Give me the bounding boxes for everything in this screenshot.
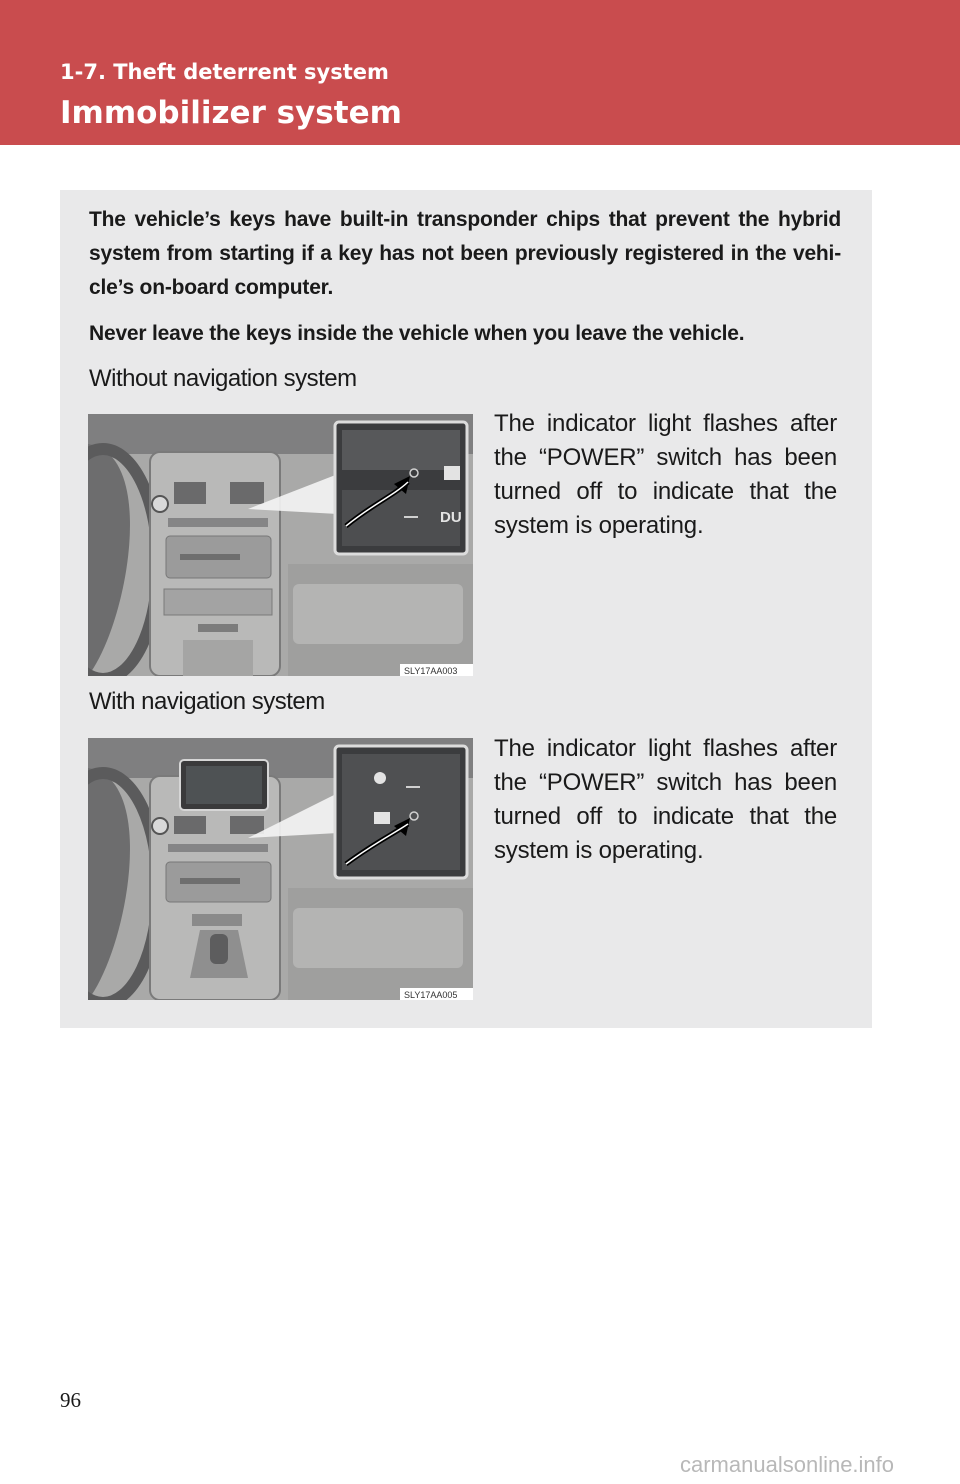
section-label: 1-7. Theft deterrent system [60, 60, 389, 84]
warning-paragraph: Never leave the keys inside the vehicle when you leave the vehicle. [89, 322, 745, 345]
svg-text:DU: DU [440, 509, 462, 526]
chapter-header [0, 0, 960, 145]
dashboard-without-navigation-figure [88, 414, 473, 676]
subheading-without-navigation: Without navigation system [89, 365, 357, 392]
dashboard-without-navigation-icon [88, 414, 473, 676]
description-with-navigation: The indicator light flashes after the “POWER” switch has been turned off to indicate that the system is operating. [494, 735, 837, 864]
watermark: carmanualsonline.info [680, 1452, 895, 1477]
page-title: Immobilizer system [60, 95, 402, 131]
description-without-navigation: The indicator light flashes after the “POWER” switch has been turned off to indicate that the system is operating. [494, 410, 837, 539]
dashboard-with-navigation-icon [88, 738, 473, 1000]
intro-paragraph: The vehicle’s keys have built-in transponder chips that prevent the hybrid system from starting if a key has not been previously registered in the vehi-cle’s on-board computer. [89, 208, 841, 299]
page-number: 96 [60, 1388, 81, 1412]
figure-code-1: SLY17AA003 [404, 666, 458, 676]
figure-code-2: SLY17AA005 [404, 990, 458, 1000]
subheading-with-navigation: With navigation system [89, 688, 325, 715]
dashboard-with-navigation-figure [88, 738, 473, 1000]
